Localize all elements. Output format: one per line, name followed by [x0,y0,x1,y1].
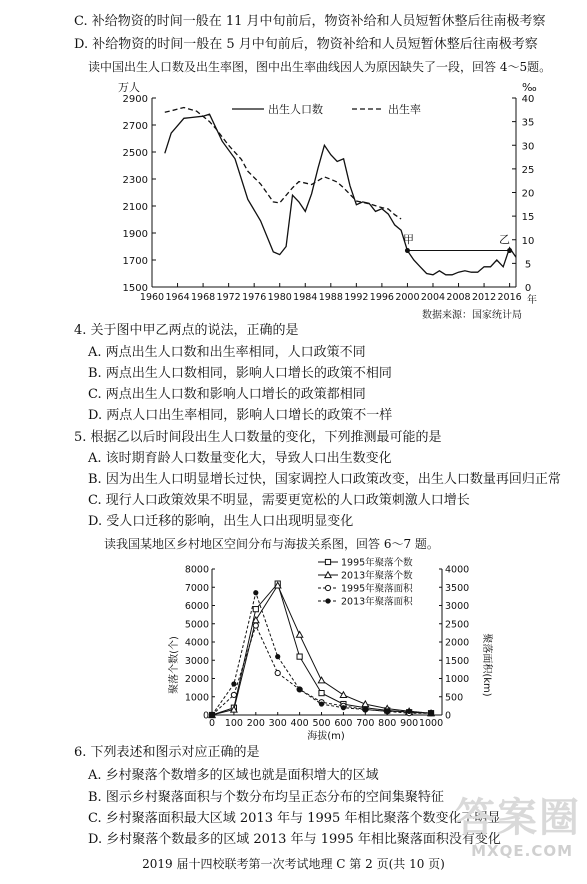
y-tick-label: 2100 [122,202,148,213]
data-source: 数据来源：国家统计局 [422,310,522,321]
q5-option-a[interactable]: A. 该时期育龄人口数量变化大，导致人口出生数变化 [88,451,392,466]
q4-option-b[interactable]: B. 两点出生人口数相同，影响人口增长的政策不相同 [88,366,392,381]
y2-tick-label: 40 [521,94,535,105]
y2-tick-label: 4000 [445,564,470,576]
x-tick-label: 600 [334,718,353,729]
point-jia [405,248,410,253]
y-tick-label: 4000 [184,637,209,649]
y-tick-label: 1500 [122,283,148,294]
legend-birth-count: 出生人口数 [268,103,323,116]
q6-option-d[interactable]: D. 乡村聚落个数最多的区域 2013 年与 1995 年相比聚落面积没有变化 [88,832,501,847]
x-tick-label: 700 [356,718,375,729]
x-tick-label: 1992 [344,292,369,303]
series-0-marker [319,691,324,696]
watermark-logo: 答案圈 [455,795,581,841]
right-unit-label: ‰ [522,81,537,94]
y2-tick-label: 1000 [445,674,470,685]
series-1-marker [340,692,346,698]
x-axis-label: 海拔(m) [307,731,345,742]
y-tick-label: 7000 [184,582,209,594]
series-0-marker [297,654,302,659]
x-tick-label: 900 [400,718,419,729]
y-tick-label: 3000 [184,655,209,667]
x-tick-label: 2012 [471,292,497,303]
y2-tick-label: 3000 [445,601,470,612]
x-tick-label: 1972 [216,292,241,303]
y2-tick-label: 25 [521,164,535,176]
series-2-marker [231,692,236,697]
y2-tick-label: 0 [524,283,532,294]
y-tick-label: 1900 [122,229,148,240]
x-tick-label: 200 [246,718,265,729]
legend-label-1: 2013年聚落个数 [341,570,413,582]
y-tick-label: 2900 [122,94,148,105]
series-3-marker [253,590,258,595]
series-1-marker [362,701,368,707]
x-tick-label: 2004 [420,292,446,303]
q4-stem: 4. 关于图中甲乙两点的说法，正确的是 [74,323,299,338]
series-0-marker [253,607,258,612]
series-3-marker [275,654,280,659]
series-3 [212,593,431,715]
y2-tick-label: 10 [521,235,535,247]
x-tick-label: 1980 [267,292,292,303]
y-tick-label: 2500 [122,148,148,159]
x-tick-label: 500 [312,718,331,729]
x-tick-label: 2008 [446,292,471,303]
y-tick-label: 2700 [122,121,148,132]
x-tick-label: 1968 [190,292,216,303]
series-3-marker [407,709,412,714]
legend-marker-3 [325,598,330,603]
mark-jia: 甲 [403,233,414,246]
y-tick-label: 8000 [184,564,209,576]
y2-tick-label: 500 [445,692,464,704]
x-tick-label: 1988 [318,292,343,303]
birth-chart [0,72,587,322]
series-3-marker [297,687,302,692]
q6-option-c[interactable]: C. 乡村聚落面积最大区域 2013 年与 1995 年相比聚落个数变化不明显 [88,811,501,826]
q4-option-c[interactable]: C. 两点出生人口数和影响人口增长的政策都相同 [88,387,366,402]
q5-stem: 5. 根据乙以后时间段出生人口数量的变化，下列推测最可能的是 [74,430,442,445]
q5-option-c[interactable]: C. 现行人口政策效果不明显，需要更宽松的人口政策刺激人口增长 [88,493,470,508]
series-3-marker [209,712,214,717]
x-tick-label: 100 [224,718,243,729]
y-tick-label: 5000 [184,619,209,631]
y-tick-label: 2300 [122,175,148,186]
page-footer: 2019 届十四校联考第一次考试地理 C 第 2 页(共 10 页) [142,857,445,871]
legend-label-0: 1995年聚落个数 [341,557,413,569]
legend-marker-0 [325,559,330,564]
x-tick-label: 2016 [497,292,522,303]
q6-stem: 6. 下列表述和图示对应正确的是 [74,745,260,760]
left-unit-label: 万人 [118,81,140,94]
series-1-marker [296,632,302,638]
settlement-chart [0,553,587,743]
series-2-marker [275,670,280,675]
x-tick-label: 1976 [242,292,267,303]
watermark-url: MXQE.COM [471,842,573,860]
series-1-marker [318,677,324,683]
y2-tick-label: 2500 [445,619,470,631]
q4-option-a[interactable]: A. 两点出生人口数和出生率相同，人口政策不同 [88,345,366,360]
y2-tick-label: 0 [445,710,452,722]
y2-tick-label: 35 [521,117,535,129]
x-tick-label: 300 [268,718,287,729]
option-d-prev: D. 补给物资的时间一般在 5 月中旬前后，物资补给和人员短暂休整后往南极考察 [74,37,538,52]
x-tick-label: 800 [378,718,397,729]
x-tick-label: 1000 [418,718,444,729]
y2-tick-label: 5 [524,259,532,271]
point-yi [507,248,512,253]
x-tick-label: 400 [290,718,309,729]
y2-tick-label: 3500 [445,582,470,594]
legend-marker-2 [325,585,330,590]
y2-tick-label: 30 [521,141,535,153]
x-tick-label: 1984 [293,292,318,303]
legend-label-2: 1995年聚落面积 [341,583,413,595]
y2-tick-label: 15 [521,212,535,224]
y-tick-label: 2000 [184,674,209,685]
series-2-marker [253,623,258,628]
q5-option-d[interactable]: D. 受人口迁移的影响，出生人口出现明显变化 [88,514,354,529]
series-3-marker [385,709,390,714]
intro-chart1: 读中国出生人口数及出生率图，图中出生率曲线因人为原因缺失了一段，回答 4～5题。 [88,60,552,74]
option-c-prev: C. 补给物资的时间一般在 11 月中旬前后，物资补给和人员短暂休整后往南极考察 [74,14,546,29]
x-tick-label: 1964 [165,292,190,303]
q5-option-b[interactable]: B. 因为出生人口明显增长过快，国家调控人口政策改变，出生人口数量再回归正常 [88,472,561,487]
q6-option-b[interactable]: B. 图示乡村聚落面积与个数分布均呈正态分布的空间集聚特征 [88,790,444,805]
q4-option-d[interactable]: D. 两点人口出生率相同，影响人口增长的政策不一样 [88,408,393,423]
y2-tick-label: 2000 [445,637,470,649]
legend-birth-rate: 出生率 [388,103,421,116]
x-tick-label: 2000 [395,292,420,303]
series-3-marker [319,701,324,706]
y2-tick-label: 1500 [445,655,470,667]
legend-label-3: 2013年聚落面积 [341,596,413,608]
y-tick-label: 6000 [184,601,209,612]
series-3-marker [363,707,368,712]
series-3-marker [428,711,433,716]
x-tick-label: 0 [208,718,216,729]
x-tick-label: 1996 [369,292,394,303]
mark-yi: 乙 [499,233,510,246]
y-tick-label: 0 [202,710,209,722]
series-3-marker [341,705,346,710]
y-tick-label: 1700 [122,256,148,267]
x-axis-suffix: 年 [527,295,537,306]
right-axis-label: 聚落面积(km) [481,633,492,697]
x-tick-label: 1960 [139,292,165,303]
series-3-marker [231,681,236,686]
intro-chart2: 读我国某地区乡村地区空间分布与海拔关系图，回答 6～7 题。 [104,537,439,551]
y-tick-label: 1000 [184,692,209,704]
y2-tick-label: 20 [521,188,535,200]
left-axis-label: 聚落个数(个) [169,636,180,694]
q6-option-a[interactable]: A. 乡村聚落个数增多的区域也就是面积增大的区域 [88,768,379,783]
